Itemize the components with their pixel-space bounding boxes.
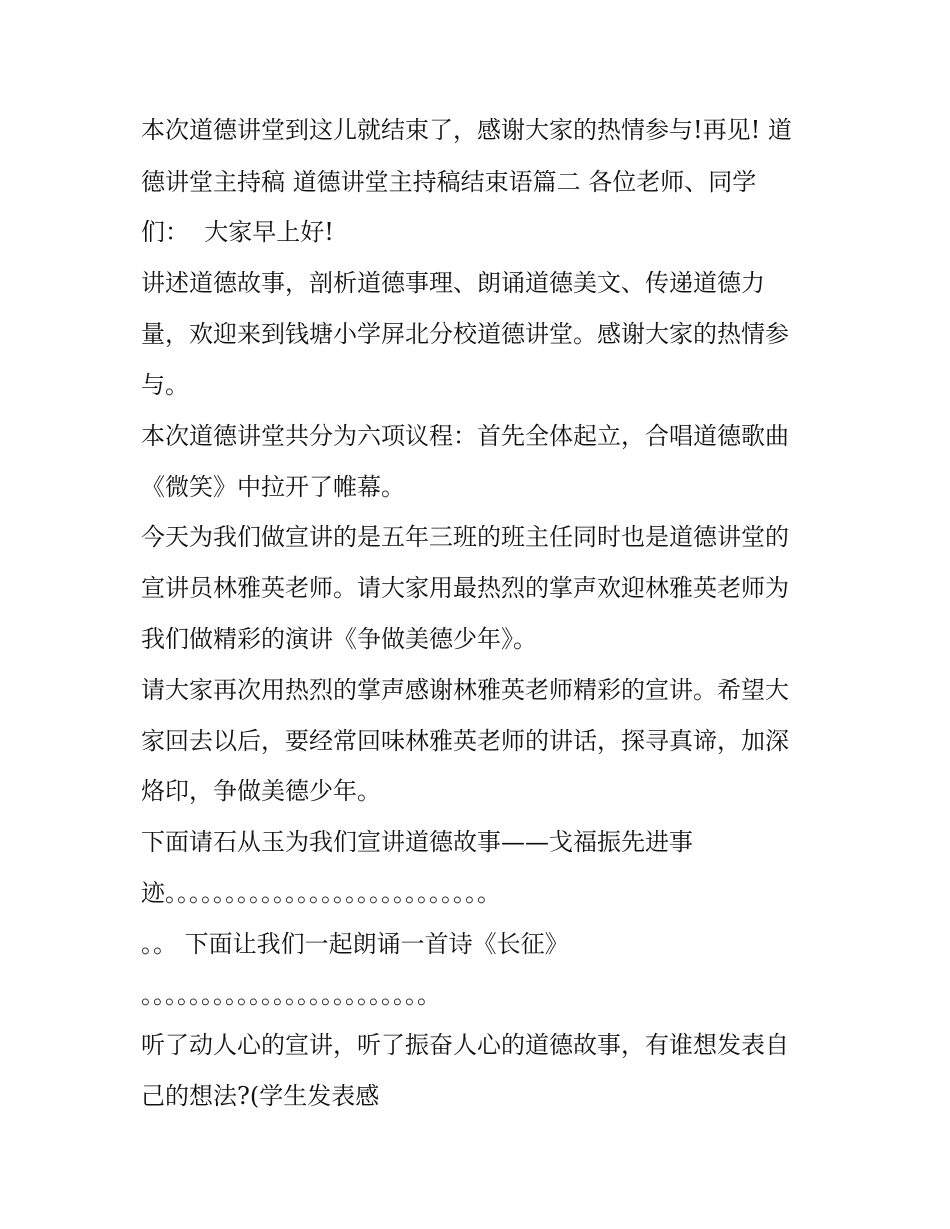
- text-line: 与。: [141, 371, 189, 399]
- text-line: 今天为我们做宣讲的是五年三班的班主任同时也是道德讲堂的: [141, 523, 789, 551]
- text-line: 本次道德讲堂到这儿就结束了，感谢大家的热情参与!再见! 道: [141, 116, 792, 144]
- text-line: 本次道德讲堂共分为六项议程：首先全体起立，合唱道德歌曲: [141, 422, 789, 450]
- text-line: 下面请石从玉为我们宣讲道德故事——戈福振先进事: [141, 828, 693, 856]
- text-line: 们： 大家早上好!: [141, 218, 334, 246]
- text-line: 德讲堂主持稿 道德讲堂主持稿结束语篇二 各位老师、同学: [141, 168, 757, 196]
- text-line: 我们做精彩的演讲《争做美德少年》。: [141, 625, 537, 653]
- text-line: 烙印，争做美德少年。: [141, 777, 381, 805]
- text-line: 。。 下面让我们一起朗诵一首诗《长征》: [141, 930, 569, 958]
- text-line: 。。。。。。。。。。。。。。。。。。。。。。。。: [141, 981, 441, 1009]
- text-line: 讲述道德故事，剖析道德事理、朗诵道德美文、传递道德力: [141, 269, 765, 297]
- text-line: 听了动人心的宣讲，听了振奋人心的道德故事，有谁想发表自: [141, 1031, 789, 1059]
- text-line: 量，欢迎来到钱塘小学屏北分校道德讲堂。感谢大家的热情参: [141, 320, 789, 348]
- text-line: 宣讲员林雅英老师。请大家用最热烈的掌声欢迎林雅英老师为: [141, 574, 789, 602]
- text-line: 请大家再次用热烈的掌声感谢林雅英老师精彩的宣讲。希望大: [141, 676, 789, 704]
- text-line: 家回去以后，要经常回味林雅英老师的讲话，探寻真谛，加深: [141, 727, 789, 755]
- text-line: 己的想法?(学生发表感: [141, 1082, 380, 1110]
- text-line: 《微笑》中拉开了帷幕。: [141, 473, 405, 501]
- text-line: 迹。。。。。。。。。。。。。。。。。。。。。。。。。。。: [141, 879, 501, 907]
